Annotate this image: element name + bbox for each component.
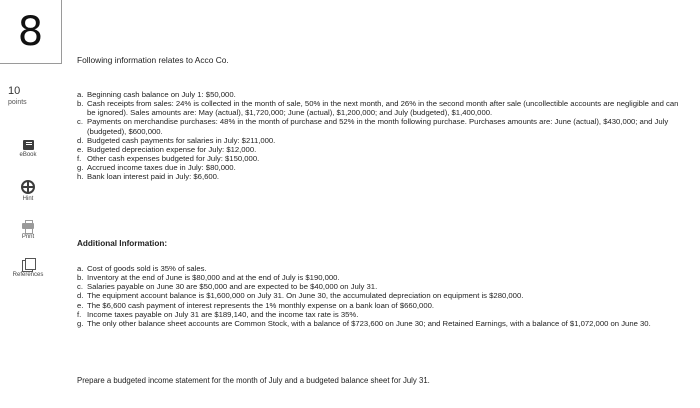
hint-label: Hint — [22, 196, 34, 202]
list-item: a. Cost of goods sold is 35% of sales. — [77, 264, 207, 273]
list-item: a. Beginning cash balance on July 1: $50,000. — [77, 90, 236, 99]
list-item: c. Payments on merchandise purchases: 48% in the month of purchase and 52% in the month following purchase. Purchases amounts are: June (actual), $430,000; and July (budgeted), $600,000. — [77, 117, 669, 136]
additional-info-heading: Additional Information: — [77, 239, 168, 248]
ebook-label: eBook — [19, 152, 37, 158]
print-button[interactable] — [0, 220, 56, 240]
list-item: b. Cash receipts from sales: 24% is collected in the month of sale, 50% in the next month, and 26% in the second month after sale (uncollectible accounts are negligible and can be ignored). Sales amounts are: May (actual), $1,720,000; June (actual), $1,200,000; and July (budgeted), $1,400,000. — [77, 99, 679, 118]
list-item: b. Inventory at the end of June is $80,000 and at the end of July is $190,000. — [77, 273, 340, 283]
references-icon — [22, 258, 34, 270]
list-item: g. The only other balance sheet accounts are Common Stock, with a balance of $723,600 on June 30; and Retained Earnings, with a balance of $1,072,000 on June 30. — [77, 318, 651, 328]
hint-button[interactable] — [0, 180, 56, 202]
ebook-button[interactable] — [0, 140, 56, 158]
list-item: e. The $6,600 cash payment of interest represents the 1% monthly expense on a bank loan of $660,000. — [77, 300, 435, 310]
prompt-text: Prepare a budgeted income statement for the month of July and a budgeted balance sheet for July 31. — [77, 376, 430, 385]
question-number: 8 — [0, 0, 62, 64]
list-item: d. The equipment account balance is $1,600,000 on July 31. On June 30, the accumulated depreciation on equipment is $280,000. — [77, 291, 524, 301]
list-item: g. Accrued income taxes due in July: $80,000. — [77, 163, 236, 173]
references-label: References — [12, 272, 44, 278]
additional-info-list — [77, 264, 689, 328]
intro-text: Following information relates to Acco Co. — [77, 55, 229, 65]
list-item: f. Other cash expenses budgeted for July: $150,000. — [77, 154, 260, 164]
info-list — [77, 90, 689, 182]
list-item: c. Salaries payable on June 30 are $50,000 and are expected to be $40,000 on July 31. — [77, 282, 378, 292]
ebook-icon — [23, 140, 34, 150]
hint-icon — [21, 180, 35, 194]
references-button[interactable] — [0, 258, 56, 278]
list-item: h. Bank loan interest paid in July: $6,600. — [77, 172, 220, 182]
print-icon — [22, 220, 34, 232]
points-value: 10 — [8, 85, 21, 97]
list-item: e. Budgeted depreciation expense for July: $12,000. — [77, 144, 257, 154]
points-indicator — [8, 86, 27, 108]
print-label: Print — [21, 234, 35, 240]
list-item: d. Budgeted cash payments for salaries in July: $211,000. — [77, 135, 276, 145]
list-item: f. Income taxes payable on July 31 are $189,140, and the income tax rate is 35%. — [77, 309, 359, 319]
points-label: points — [8, 99, 27, 106]
